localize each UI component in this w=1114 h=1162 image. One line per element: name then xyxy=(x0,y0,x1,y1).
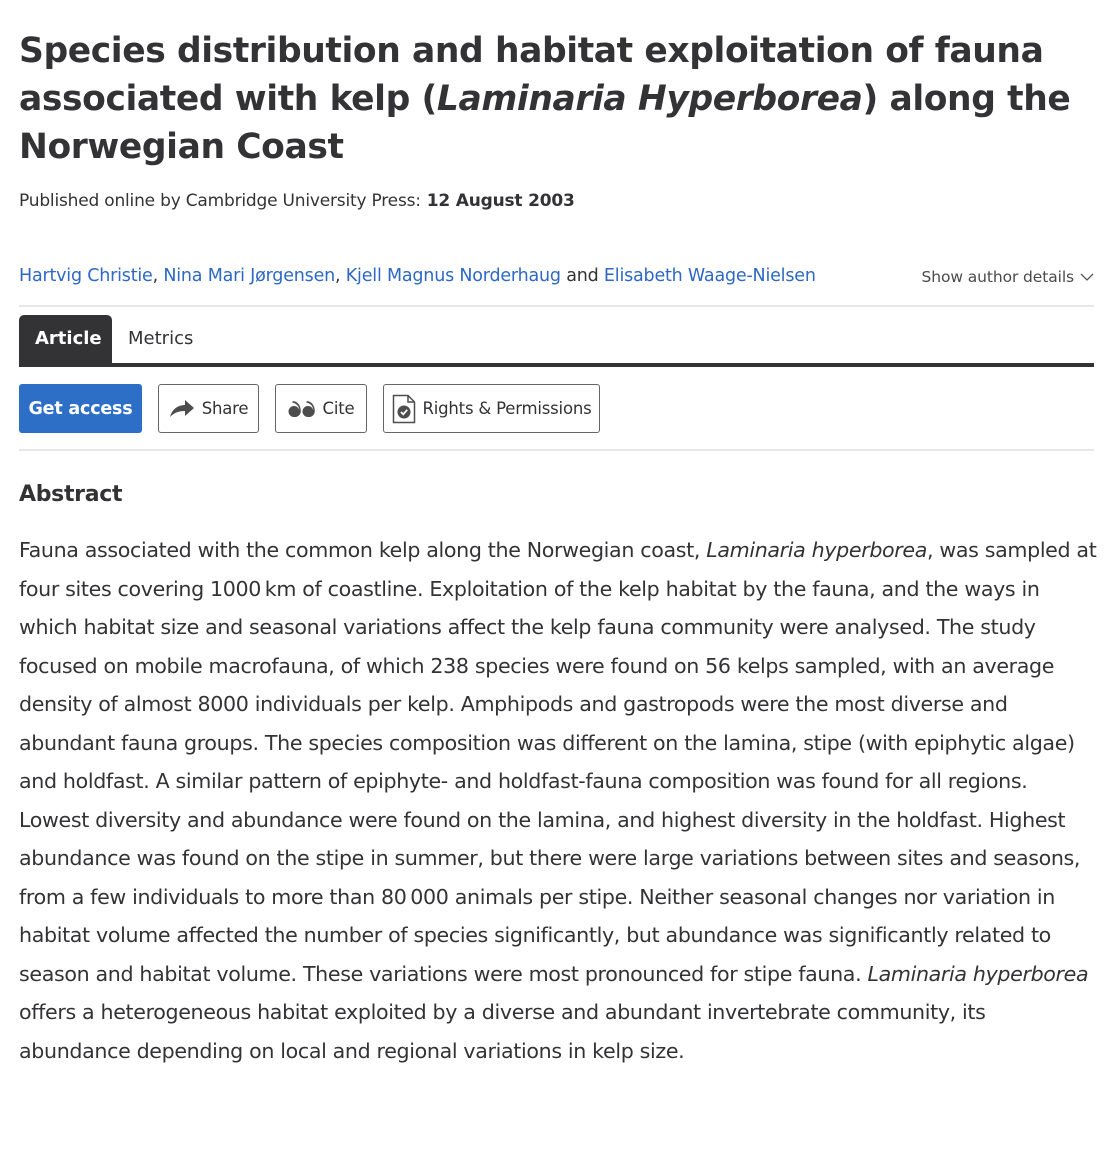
article-tabs xyxy=(19,315,1094,367)
article-title xyxy=(19,27,1094,171)
title-part-1: Species distribution and habitat exploitation of fauna associated with kelp ( xyxy=(19,31,1044,119)
author-link[interactable]: Hartvig Christie xyxy=(19,266,153,286)
author-separator: , xyxy=(152,266,158,286)
cite-button[interactable] xyxy=(275,384,367,433)
abstract-species-italic: Laminaria hyperborea xyxy=(867,961,1089,986)
document-check-icon xyxy=(392,394,416,424)
get-access-label: Get access xyxy=(28,398,133,419)
author-link[interactable]: Nina Mari Jørgensen xyxy=(163,266,336,286)
rights-permissions-button[interactable] xyxy=(383,384,600,433)
abstract-segment: offers a heterogeneous habitat exploited by a diverse and abundant invertebrate community, its abundance depending on local and regional variations in kelp size. xyxy=(19,1000,986,1063)
show-author-details-toggle[interactable] xyxy=(922,265,1095,289)
author-link[interactable]: Elisabeth Waage-Nielsen xyxy=(603,266,816,286)
published-label: Published online by Cambridge University Press: xyxy=(19,191,421,211)
abstract-text xyxy=(19,531,1097,1070)
title-species-italic: Laminaria Hyperborea xyxy=(436,79,863,119)
tab-article[interactable]: Article xyxy=(19,315,112,363)
abstract-species-italic: Laminaria hyperborea xyxy=(706,538,927,562)
title-part-2: ) along the Norwegian Coast xyxy=(19,79,1071,167)
abstract-segment: Fauna associated with the common kelp along the Norwegian coast, xyxy=(19,538,707,562)
author-conjunction: and xyxy=(566,266,599,286)
author-list xyxy=(19,264,1094,288)
published-date: 12 August 2003 xyxy=(426,191,575,211)
share-label: Share xyxy=(201,399,249,418)
share-button[interactable] xyxy=(158,384,259,433)
tab-metrics[interactable]: Metrics xyxy=(128,328,194,349)
divider xyxy=(19,449,1094,451)
quote-icon xyxy=(288,401,316,417)
abstract-segment: , was sampled at four sites covering 1000 km of coastline. Exploitation of the kelp habitat by the fauna, and the ways in which habitat size and seasonal variations affect the kelp fauna community were analysed. The study focused on mobile macrofauna, of which 238 species were found on 56 kelps sampled, with an average density of almost 8000 individuals per kelp. Amphipods and gastropods were the most diverse and abundant fauna groups. The species composition was different on the lamina, stipe (with epiphytic algae) and holdfast. A similar pattern of epiphyte- and holdfast-fauna composition was found for all regions. Lowest diversity and abundance were found on the lamina, and highest diversity in the holdfast. Highest abundance was found on the stipe in summer, but there were large variations between sites and seasons, from a few individuals to more than 80 000 animals per stipe. Neither seasonal changes nor variation in habitat volume affected the number of species significantly, but abundance was significantly related to season and habitat volume. These variations were most pronounced for stipe fauna. xyxy=(19,538,1097,986)
rights-permissions-label: Rights & Permissions xyxy=(422,399,592,418)
chevron-down-icon xyxy=(1080,272,1094,282)
share-arrow-icon xyxy=(169,400,195,418)
divider xyxy=(19,305,1094,307)
abstract-heading: Abstract xyxy=(19,482,123,507)
author-link[interactable]: Kjell Magnus Norderhaug xyxy=(345,266,561,286)
cite-label: Cite xyxy=(322,399,355,418)
publication-info xyxy=(19,189,575,213)
tab-underline xyxy=(19,363,1094,367)
show-author-details-label: Show author details xyxy=(921,268,1074,286)
author-separator: , xyxy=(335,266,341,286)
get-access-button[interactable] xyxy=(19,384,142,433)
